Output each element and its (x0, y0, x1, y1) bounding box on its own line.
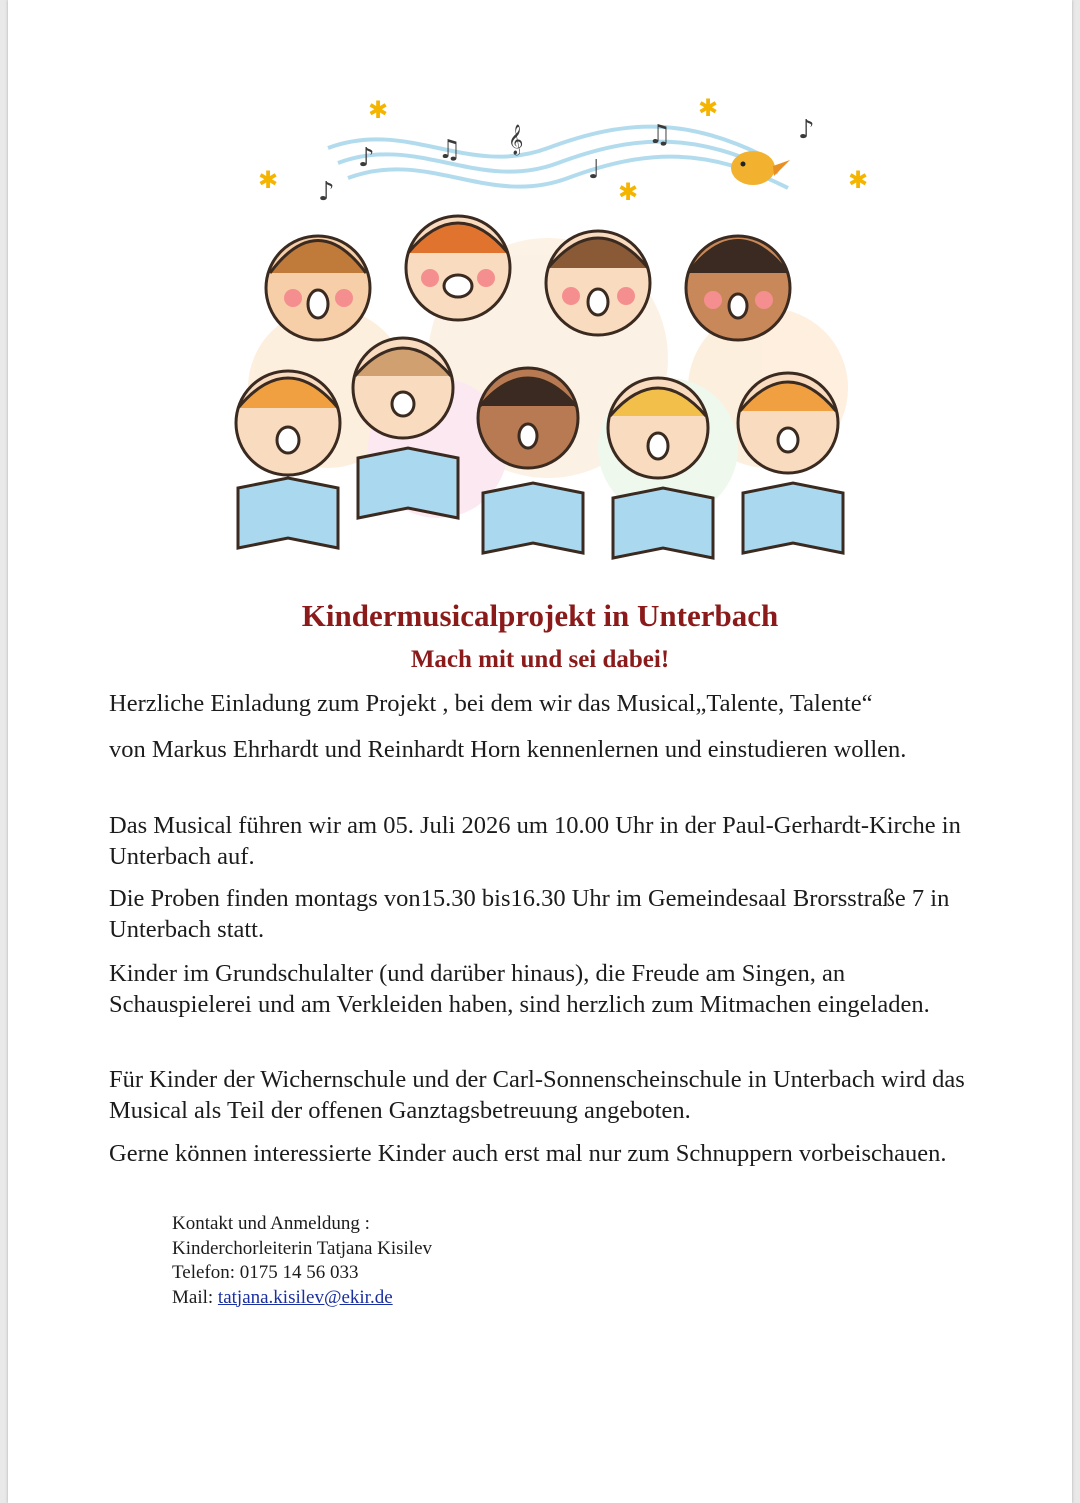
contact-phone: Telefon: 0175 14 56 033 (172, 1262, 359, 1283)
svg-text:✱: ✱ (698, 94, 719, 122)
document-page (8, 0, 1072, 1503)
svg-text:♫: ♫ (648, 120, 672, 150)
paragraph-invitation: Herzliche Einladung zum Projekt , bei dem wir das Musical„Talente, Talente“ (109, 690, 873, 717)
svg-text:✱: ✱ (618, 178, 639, 206)
svg-text:✱: ✱ (848, 166, 869, 194)
paragraph-target-group: Kinder im Grundschulalter (und darüber hinaus), die Freude am Singen, an Schauspielerei und am Verkleiden haben, sind herzlich zum Mitmachen eingeladen. (109, 960, 930, 1018)
paragraph-trial: Gerne können interessierte Kinder auch erst mal nur zum Schnuppern vorbeischauen. (109, 1140, 947, 1167)
contact-mail (172, 1286, 772, 1311)
contact-block (172, 1212, 772, 1310)
paragraph-schools: Für Kinder der Wichernschule und der Carl-Sonnenscheinschule in Unterbach wird das Musical als Teil der offenen Ganztagsbetreuung angeboten. (109, 1066, 965, 1124)
paragraph-performance: Das Musical führen wir am 05. Juli 2026 um 10.00 Uhr in der Paul-Gerhardt-Kirche in Unterbach auf. (109, 812, 961, 870)
paragraph-authors: von Markus Ehrhardt und Reinhardt Horn kennenlernen und einstudieren wollen. (109, 736, 907, 763)
contact-heading: Kontakt und Anmeldung : (172, 1213, 370, 1234)
mail-link[interactable]: tatjana.kisilev@ekir.de (217, 1286, 393, 1308)
svg-text:♫: ♫ (438, 135, 462, 165)
svg-text:♪: ♪ (358, 143, 375, 173)
svg-text:✱: ✱ (258, 166, 279, 194)
svg-text:𝄞: 𝄞 (508, 125, 524, 155)
page-title: Kindermusicalprojekt in Unterbach (301, 598, 779, 633)
page-subtitle: Mach mit und sei dabei! (410, 646, 670, 673)
svg-text:♪: ♪ (318, 177, 335, 207)
svg-text:♪: ♪ (798, 115, 815, 145)
singing-children-choir-icon (208, 88, 888, 568)
paragraph-rehearsals: Die Proben finden montags von15.30 bis16.30 Uhr im Gemeindesaal Brorsstraße 7 in Unterbach statt. (109, 885, 950, 943)
mail-label: Mail: (172, 1286, 218, 1308)
svg-text:✱: ✱ (368, 96, 389, 124)
svg-text:♩: ♩ (588, 155, 601, 185)
contact-person: Kinderchorleiterin Tatjana Kisilev (172, 1237, 433, 1259)
